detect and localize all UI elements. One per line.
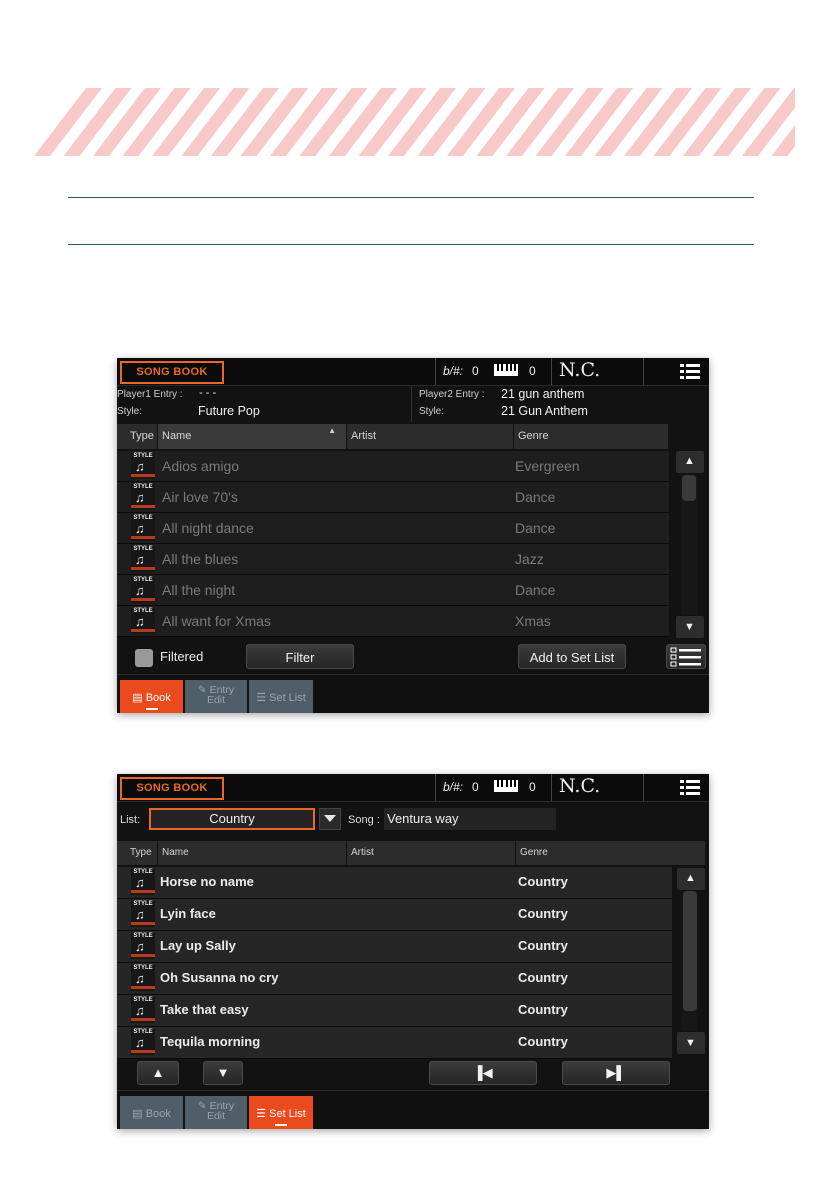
song-name: Air love 70's	[162, 489, 238, 505]
move-up-button[interactable]	[137, 1061, 179, 1085]
move-down-button[interactable]	[203, 1061, 243, 1085]
music-note-icon: ♫	[135, 1003, 145, 1018]
player2-entry-label: Player2 Entry :	[419, 389, 485, 400]
table-row[interactable]	[117, 931, 672, 963]
divider-bottom	[68, 244, 754, 245]
arrow-up-icon: ▲	[151, 1065, 165, 1080]
bottom-tab-bar	[117, 674, 709, 713]
style-icon	[131, 965, 155, 991]
style-icon-bar	[131, 567, 155, 570]
scrollbar-thumb[interactable]	[683, 891, 697, 1011]
separator	[551, 358, 552, 385]
scrollbar-thumb[interactable]	[682, 475, 696, 501]
style-icon-label: STYLE	[133, 484, 153, 490]
tab-underline	[275, 1124, 287, 1126]
table-row[interactable]	[117, 963, 672, 995]
song-genre: Country	[518, 1034, 568, 1049]
pencil-icon: ✎	[197, 1100, 210, 1112]
table-row[interactable]	[117, 995, 672, 1027]
song-name: Tequila morning	[160, 1034, 261, 1049]
song-genre: Dance	[515, 582, 556, 598]
player1-style-label: Style:	[117, 406, 143, 417]
player1-style-value: Future Pop	[198, 404, 260, 418]
style-icon-label: STYLE	[133, 997, 153, 1003]
page-title[interactable]: SONG BOOK	[120, 777, 224, 800]
style-icon-bar	[131, 505, 155, 508]
separator	[435, 358, 436, 385]
music-note-icon: ♫	[135, 552, 145, 567]
style-icon-label: STYLE	[133, 1029, 153, 1035]
style-icon-bar	[131, 890, 155, 893]
pencil-icon: ✎	[197, 684, 210, 696]
column-header-artist[interactable]: Artist	[347, 841, 515, 865]
style-icon-bar	[131, 986, 155, 989]
style-icon-bar	[131, 536, 155, 539]
style-icon	[131, 484, 155, 510]
song-field[interactable]: Ventura way	[384, 808, 556, 830]
add-to-set-list-button[interactable]: Add to Set List	[518, 644, 626, 669]
song-name: Take that easy	[160, 1002, 249, 1017]
song-name: Lay up Sally	[160, 938, 236, 953]
table-row[interactable]	[117, 867, 672, 899]
style-icon-label: STYLE	[133, 901, 153, 907]
column-header-type[interactable]: Type	[117, 424, 157, 449]
player1-entry-label: Player1 Entry :	[117, 389, 183, 400]
tab-entry-edit[interactable]	[185, 680, 247, 713]
flat-sharp-label: b/#:	[443, 780, 464, 794]
music-note-icon: ♫	[135, 907, 145, 922]
table-row[interactable]	[117, 1027, 672, 1059]
tab-underline	[146, 708, 158, 710]
style-icon	[131, 608, 155, 634]
style-icon-bar	[131, 1050, 155, 1053]
sort-ascending-icon: ▲	[328, 426, 336, 435]
scroll-down-button[interactable]: ▼	[677, 1032, 705, 1054]
separator	[643, 774, 644, 801]
song-genre: Dance	[515, 489, 556, 505]
page-title[interactable]: SONG BOOK	[120, 361, 224, 384]
list-icon: ☰	[256, 1108, 270, 1120]
style-icon-bar	[131, 598, 155, 601]
scroll-down-button[interactable]: ▼	[676, 616, 704, 638]
song-name: Horse no name	[160, 874, 254, 889]
player2-style-label: Style:	[419, 406, 445, 417]
style-icon-label: STYLE	[133, 546, 153, 552]
octave-value: 0	[529, 364, 536, 378]
tab-entry-edit-label: ✎ Entry Edit	[197, 684, 235, 706]
song-name: Lyin face	[160, 906, 216, 921]
table-row[interactable]	[117, 482, 669, 513]
tab-set-list-label: ☰ Set List	[256, 1108, 306, 1120]
style-icon	[131, 546, 155, 572]
stripe-pattern	[30, 88, 795, 156]
tab-book-label: ▤ Book	[132, 692, 171, 704]
song-name: Oh Susanna no cry	[160, 970, 279, 985]
octave-value: 0	[529, 780, 536, 794]
tab-set-list[interactable]	[249, 680, 313, 713]
table-row[interactable]	[117, 451, 669, 482]
player2-entry-value: 21 gun anthem	[501, 387, 585, 401]
next-song-button[interactable]	[562, 1061, 670, 1085]
music-note-icon: ♫	[135, 459, 145, 474]
scroll-up-button[interactable]: ▲	[677, 868, 705, 890]
style-icon-label: STYLE	[133, 577, 153, 583]
style-icon	[131, 869, 155, 895]
song-name: Adios amigo	[162, 458, 240, 474]
keyboard-icon	[494, 779, 518, 796]
table-row[interactable]	[117, 513, 669, 544]
style-icon-label: STYLE	[133, 933, 153, 939]
scroll-up-button[interactable]: ▲	[676, 451, 704, 473]
separator	[551, 774, 552, 801]
column-header-genre[interactable]: Genre	[516, 841, 705, 865]
tab-set-list-label: ☰ Set List	[256, 692, 306, 704]
style-icon-label: STYLE	[133, 608, 153, 614]
style-icon	[131, 901, 155, 927]
style-icon-label: STYLE	[133, 453, 153, 459]
song-name: All the blues	[162, 551, 239, 567]
songbook-screen-set-list	[117, 774, 709, 1129]
style-icon-bar	[131, 922, 155, 925]
song-genre: Country	[518, 874, 568, 889]
filtered-label: Filtered	[160, 649, 204, 664]
chord-display: N.C.	[559, 359, 601, 381]
tab-entry-edit-label: ✎ Entry Edit	[197, 1100, 235, 1122]
song-genre: Evergreen	[515, 458, 580, 474]
song-genre: Jazz	[515, 551, 544, 567]
keyboard-icon	[494, 363, 518, 380]
checklist-icon[interactable]	[666, 644, 706, 669]
divider-top	[68, 197, 754, 198]
list-label: List:	[120, 814, 141, 826]
tab-book[interactable]	[120, 1096, 183, 1129]
column-header-name[interactable]: Name	[158, 841, 346, 865]
song-name: All want for Xmas	[162, 613, 271, 629]
separator	[435, 774, 436, 801]
music-note-icon: ♫	[135, 875, 145, 890]
music-note-icon: ♫	[135, 614, 145, 629]
skip-previous-icon: ▐◀	[473, 1065, 493, 1080]
song-genre: Country	[518, 1002, 568, 1017]
top-bar	[117, 774, 709, 802]
song-genre: Country	[518, 970, 568, 985]
song-genre: Country	[518, 938, 568, 953]
songbook-screen-book	[117, 358, 709, 713]
chevron-down-icon[interactable]	[319, 808, 341, 830]
style-icon-bar	[131, 954, 155, 957]
bottom-tab-bar	[117, 1090, 709, 1129]
style-icon	[131, 515, 155, 541]
song-name: All night dance	[162, 520, 254, 536]
table-row[interactable]	[117, 606, 669, 637]
column-header-artist[interactable]: Artist	[347, 424, 513, 449]
player2-style-value: 21 Gun Anthem	[501, 404, 588, 418]
flat-sharp-label: b/#:	[443, 364, 464, 378]
style-icon-bar	[131, 629, 155, 632]
music-note-icon: ♫	[135, 939, 145, 954]
separator	[411, 386, 412, 422]
style-icon-label: STYLE	[133, 515, 153, 521]
list-dropdown[interactable]: Country	[149, 808, 315, 830]
music-note-icon: ♫	[135, 971, 145, 986]
chord-display: N.C.	[559, 775, 601, 797]
music-note-icon: ♫	[135, 1035, 145, 1050]
style-icon	[131, 933, 155, 959]
arrow-down-icon: ▼	[216, 1065, 230, 1080]
tab-book-label: ▤ Book	[132, 1108, 171, 1120]
filtered-checkbox[interactable]	[135, 649, 153, 667]
style-icon	[131, 453, 155, 479]
song-label: Song :	[348, 814, 380, 826]
decorative-stripe-banner	[30, 88, 795, 156]
separator	[643, 358, 644, 385]
skip-next-icon: ▶▌	[606, 1065, 626, 1080]
song-name: All the night	[162, 582, 236, 598]
list-icon: ☰	[256, 692, 270, 704]
book-icon: ▤	[132, 1108, 146, 1120]
song-genre: Xmas	[515, 613, 551, 629]
music-note-icon: ♫	[135, 521, 145, 536]
menu-icon[interactable]	[680, 780, 700, 795]
style-icon	[131, 997, 155, 1023]
player1-entry-value: - - -	[199, 387, 217, 399]
style-icon-bar	[131, 1018, 155, 1021]
filter-button[interactable]: Filter	[246, 644, 354, 669]
previous-song-button[interactable]	[429, 1061, 537, 1085]
flat-sharp-value: 0	[472, 780, 479, 794]
tab-set-list[interactable]	[249, 1096, 313, 1129]
style-icon	[131, 1029, 155, 1055]
style-icon-bar	[131, 474, 155, 477]
style-icon-label: STYLE	[133, 965, 153, 971]
column-header-name[interactable]	[158, 424, 346, 449]
flat-sharp-value: 0	[472, 364, 479, 378]
song-genre: Country	[518, 906, 568, 921]
tab-entry-edit[interactable]	[185, 1096, 247, 1129]
style-icon	[131, 577, 155, 603]
column-header-genre[interactable]: Genre	[514, 424, 668, 449]
table-row[interactable]	[117, 575, 669, 606]
table-row[interactable]	[117, 544, 669, 575]
song-genre: Dance	[515, 520, 556, 536]
menu-icon[interactable]	[680, 364, 700, 379]
style-icon-label: STYLE	[133, 869, 153, 875]
table-row[interactable]	[117, 899, 672, 931]
tab-book[interactable]	[120, 680, 183, 713]
top-bar	[117, 358, 709, 386]
music-note-icon: ♫	[135, 490, 145, 505]
column-header-type[interactable]: Type	[117, 841, 157, 865]
column-header-name-label: Name	[162, 430, 192, 442]
music-note-icon: ♫	[135, 583, 145, 598]
